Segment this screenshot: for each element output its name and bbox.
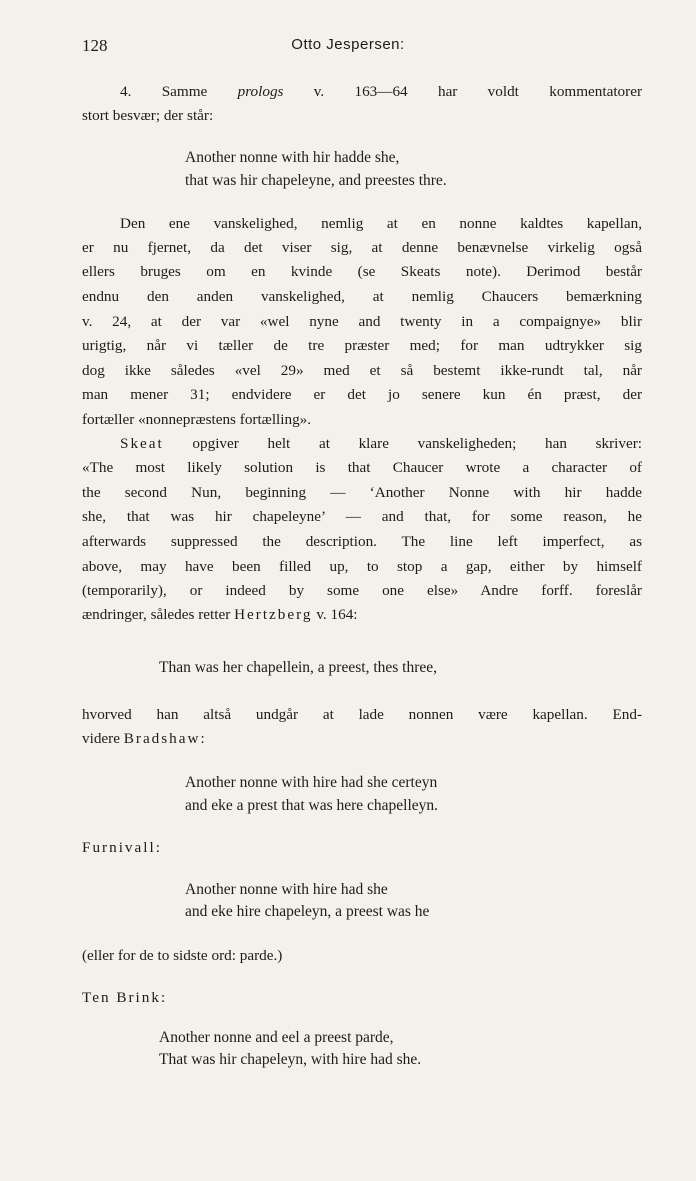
furnivall-label: Furnivall: <box>82 839 160 856</box>
para-2-last-line: ændringer, således retter Hertzberg v. 164: <box>82 606 358 623</box>
para-1-line: dog ikke således «vel 29» med et så bestemt ikke-rundt tal, når <box>82 362 642 379</box>
para-1-line: ellers bruges om en kvinde (se Skeats note). Derimod består <box>82 263 642 280</box>
quote-5-line-2: That was hir chapeleyn, with hire had she. <box>159 1051 422 1068</box>
para-1-line: endnu den anden vanskelighed, at nemlig Chaucers bemærkning <box>82 288 642 305</box>
author-furnivall: Furnivall <box>82 839 156 856</box>
author-skeat: Skeat <box>120 435 164 452</box>
para-2-line: (temporarily), or indeed by some one else» Andre forff. foreslår <box>82 582 642 599</box>
para-3-last-line: videre Bradshaw: <box>82 730 205 747</box>
author-bradshaw: Bradshaw <box>123 730 201 747</box>
para-2-line: the second Nun, beginning — ‘Another Nonne with hir hadde <box>82 484 642 501</box>
para-1-line: fortæller «nonnepræstens fortælling». <box>82 411 312 428</box>
author-ten-brink: Ten Brink <box>82 989 161 1006</box>
para-1-line: Den ene vanskelighed, nemlig at en nonne kaldtes kapellan, <box>120 215 642 232</box>
para-1-line: v. 24, at der var «wel nyne and twenty in a compaignye» blir <box>82 313 642 330</box>
running-title: Otto Jespersen: <box>291 36 405 53</box>
quote-4-line-2: and eke hire chapeleyn, a preest was he <box>185 903 430 920</box>
quote-1-line-2: that was hir chapeleyne, and preestes thre. <box>185 172 447 189</box>
para-2-line: afterwards suppressed the description. The line left imperfect, as <box>82 533 642 550</box>
tenbrink-label: Ten Brink: <box>82 989 166 1006</box>
intro-line-2: stort besvær; der står: <box>82 107 214 124</box>
quote-3-line-2: and eke a prest that was here chapelleyn. <box>185 797 439 814</box>
parde-note: (eller for de to sidste ord: parde.) <box>82 947 283 964</box>
para-2-line: «The most likely solution is that Chaucer wrote a character of <box>82 459 642 476</box>
para-1-line: er nu fjernet, da det viser sig, at denne benævnelse virkelig også <box>82 239 642 256</box>
quote-5-line-1: Another nonne and eel a preest parde, <box>159 1029 394 1046</box>
page-header <box>0 36 696 60</box>
quote-3-line-1: Another nonne with hire had she certeyn <box>185 774 438 791</box>
para-2-line: she, that was hir chapeleyne’ — and that, for some reason, he <box>82 508 642 525</box>
para-3-line: hvorved han altså undgår at lade nonnen være kapellan. End- <box>82 706 642 723</box>
quote-2: Than was her chapellein, a preest, thes three, <box>159 659 438 676</box>
quote-1-line-1: Another nonne with hir hadde she, <box>185 149 400 166</box>
page-number: 128 <box>82 36 108 55</box>
para-2-line: above, may have been filled up, to stop a gap, either by himself <box>82 558 642 575</box>
para-1-line: man mener 31; endvidere er det jo senere kun én præst, der <box>82 386 642 403</box>
quote-4-line-1: Another nonne with hire had she <box>185 881 388 898</box>
para-2-first-line: Skeat opgiver helt at klare vanskeligheden; han skriver: <box>120 435 642 452</box>
intro-line-1: 4. Samme prologs v. 163—64 har voldt kommentatorer <box>120 83 643 100</box>
para-1-line: urigtig, når vi tæller de tre præster med; for man udtrykker sig <box>82 337 642 354</box>
author-hertzberg: Hertzberg <box>234 606 313 623</box>
